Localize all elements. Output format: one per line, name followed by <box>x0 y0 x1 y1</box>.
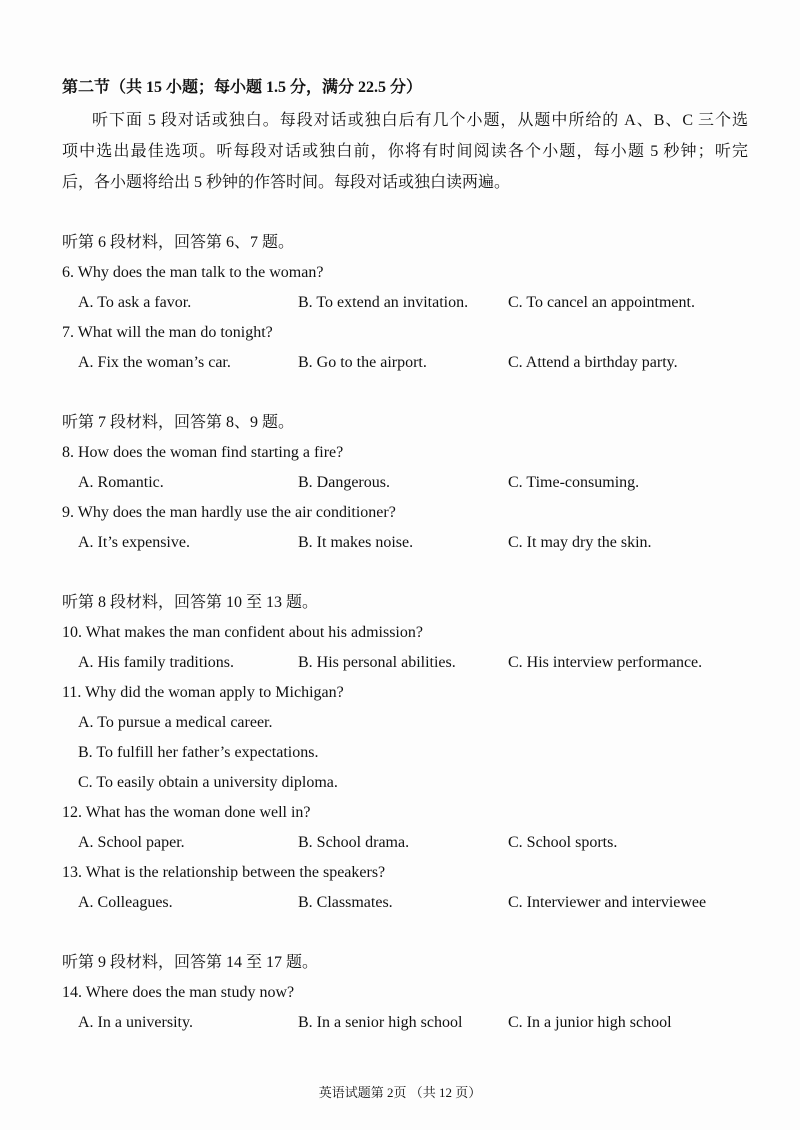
instructions <box>62 105 748 198</box>
question-13-stem: 13. What is the relationship between the speakers? <box>62 864 386 881</box>
option-b: B. To extend an invitation. <box>298 294 469 311</box>
question-6-options <box>62 288 748 318</box>
option-b: B. Go to the airport. <box>298 354 427 371</box>
option-c: C. Attend a birthday party. <box>508 354 678 371</box>
question-12-options <box>62 828 748 858</box>
option-c: C. His interview performance. <box>508 654 703 671</box>
option-b: B. Dangerous. <box>298 474 390 491</box>
group-header: 听第 8 段材料，回答第 10 至 13 题。 <box>62 594 319 611</box>
option-a: A. To pursue a medical career. <box>78 714 273 731</box>
listening-group-9 <box>62 948 748 1038</box>
question-9-stem: 9. Why does the man hardly use the air conditioner? <box>62 504 396 521</box>
question-10-options <box>62 648 748 678</box>
option-c: C. In a junior high school <box>508 1014 672 1031</box>
listening-group-8 <box>62 588 748 918</box>
question-8-options <box>62 468 748 498</box>
option-b: B. It makes noise. <box>298 534 414 551</box>
option-b: B. To fulfill her father’s expectations. <box>78 744 319 761</box>
option-c: C. To easily obtain a university diploma. <box>78 774 338 791</box>
option-a: A. Romantic. <box>78 474 164 491</box>
question-11-stem: 11. Why did the woman apply to Michigan? <box>62 684 344 701</box>
instructions-line: 后，各小题将给出 5 秒钟的作答时间。每段对话或独白读两遍。 <box>62 174 511 191</box>
option-c: C. Interviewer and interviewee <box>508 894 707 911</box>
option-a: A. To ask a favor. <box>78 294 192 311</box>
group-header: 听第 6 段材料，回答第 6、7 题。 <box>62 234 295 251</box>
question-9-options <box>62 528 748 558</box>
section-title: 第二节（共 15 小题；每小题 1.5 分，满分 22.5 分） <box>62 79 423 96</box>
option-a: A. His family traditions. <box>78 654 234 671</box>
question-13-options <box>62 888 748 918</box>
question-12-stem: 12. What has the woman done well in? <box>62 804 311 821</box>
question-7-stem: 7. What will the man do tonight? <box>62 324 273 341</box>
option-a: A. In a university. <box>78 1014 193 1031</box>
option-a: A. Fix the woman’s car. <box>78 354 231 371</box>
option-a: A. It’s expensive. <box>78 534 190 551</box>
group-header: 听第 7 段材料，回答第 8、9 题。 <box>62 414 295 431</box>
listening-group-6 <box>62 228 748 378</box>
question-10-stem: 10. What makes the man confident about his admission? <box>62 624 423 641</box>
option-b: B. School drama. <box>298 834 410 851</box>
option-b: B. In a senior high school <box>298 1014 463 1031</box>
option-c: C. It may dry the skin. <box>508 534 652 551</box>
option-a: A. Colleagues. <box>78 894 173 911</box>
listening-group-7 <box>62 408 748 558</box>
question-6-stem: 6. Why does the man talk to the woman? <box>62 264 324 281</box>
instructions-line: 听下面 5 段对话或独白。每段对话或独白后有几个小题，从题中所给的 A、B、C 三个选 <box>92 112 748 129</box>
question-14-options <box>62 1008 748 1038</box>
group-header: 听第 9 段材料，回答第 14 至 17 题。 <box>62 954 319 971</box>
option-c: C. To cancel an appointment. <box>508 294 695 311</box>
question-8-stem: 8. How does the woman find starting a fire? <box>62 444 344 461</box>
instructions-line: 项中选出最佳选项。听每段对话或独白前，你将有时间阅读各个小题，每小题 5 秒钟；听完 <box>62 143 748 160</box>
option-c: C. School sports. <box>508 834 618 851</box>
option-b: B. Classmates. <box>298 894 393 911</box>
option-a: A. School paper. <box>78 834 185 851</box>
question-7-options <box>62 348 748 378</box>
option-b: B. His personal abilities. <box>298 654 456 671</box>
page-footer: 英语试题第 2页 （共 12 页） <box>318 1085 482 1100</box>
question-14-stem: 14. Where does the man study now? <box>62 984 295 1001</box>
option-c: C. Time-consuming. <box>508 474 640 491</box>
